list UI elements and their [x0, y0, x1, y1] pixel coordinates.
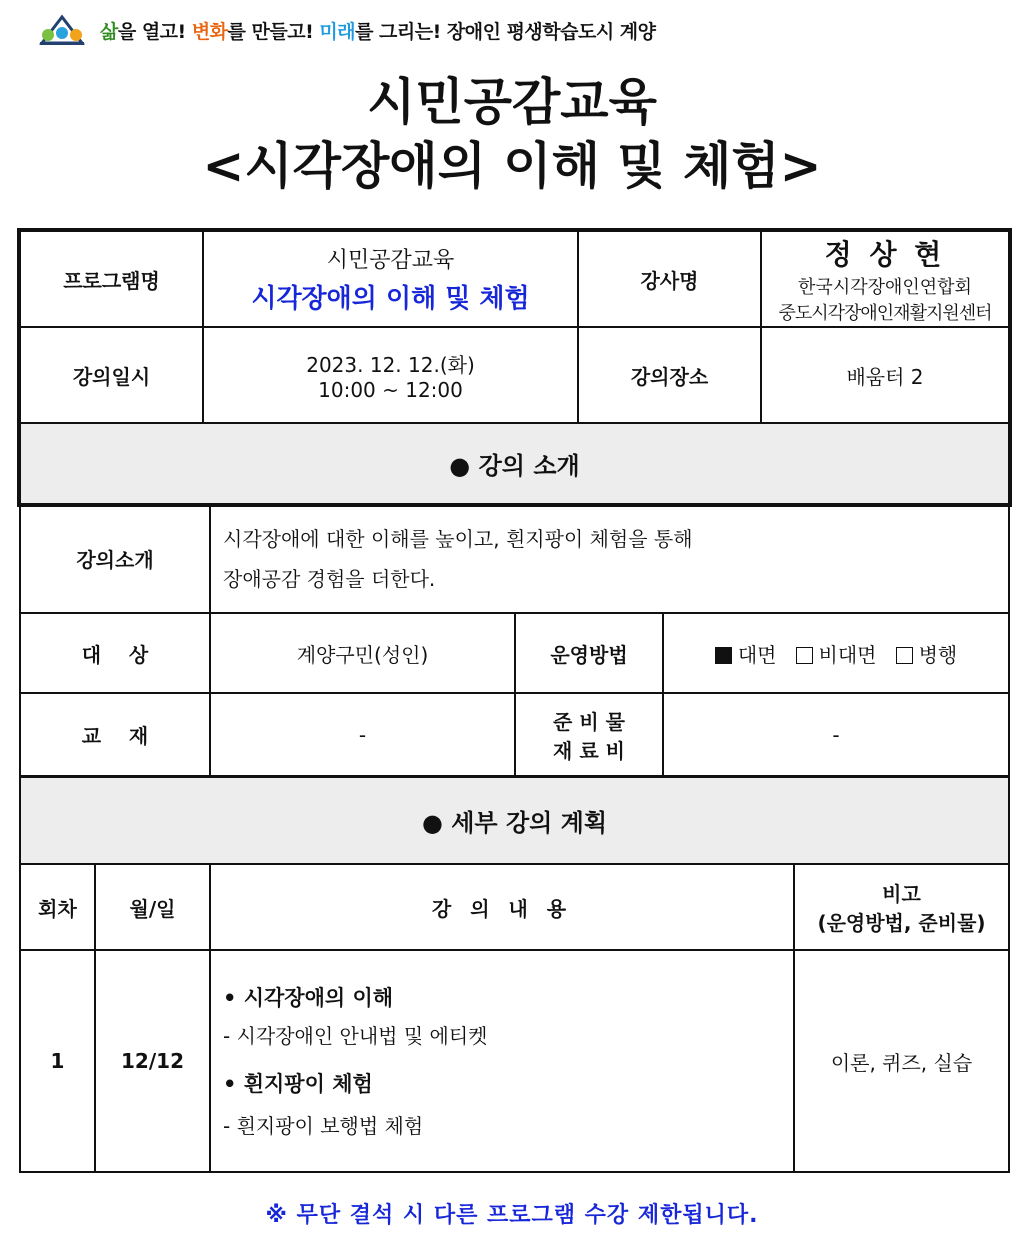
- target-label: 대 상: [20, 613, 210, 693]
- instructor-cell: [761, 231, 1009, 327]
- instructor-name: 정 상 현: [824, 238, 946, 271]
- intro-text-cell: [210, 504, 1009, 613]
- date-line2: 10:00 ~ 12:00: [318, 377, 463, 402]
- col-note1: 비고: [882, 882, 921, 906]
- place-label: 강의장소: [578, 327, 761, 423]
- footer-notice: ※ 무단 결석 시 다른 프로그램 수강 제한됩니다.: [265, 1203, 759, 1228]
- page-title: 시민공감교육: [367, 73, 657, 131]
- list-item-detail: - 시각장애인 안내법 및 에티켓: [223, 1024, 488, 1048]
- page-subtitle: <시각장애의 이해 및 체험>: [202, 137, 822, 195]
- prep-label-cell: [515, 693, 663, 776]
- prep-value: -: [663, 693, 1009, 776]
- checkbox-checked-icon: [715, 647, 732, 664]
- slogan-bar: [38, 12, 656, 48]
- list-item: • 시각장애의 이해: [223, 986, 394, 1010]
- target-value: 계양구민(성인): [210, 613, 515, 693]
- col-content: 강 의 내 용: [210, 864, 794, 950]
- info-table: [19, 230, 1010, 505]
- checkbox-empty-icon: [896, 647, 913, 664]
- method-options: [663, 613, 1009, 693]
- plan-table: [19, 776, 1010, 1173]
- instructor-label: 강사명: [578, 231, 761, 327]
- program-label: 프로그램명: [20, 231, 203, 327]
- material-value: -: [210, 693, 515, 776]
- method-label: 운영방법: [515, 613, 663, 693]
- col-session: 회차: [20, 864, 95, 950]
- row-content: [210, 950, 794, 1172]
- method-opt3: 병행: [918, 642, 958, 667]
- prep-label1: 준 비 물: [553, 709, 625, 734]
- list-item-detail: - 흰지팡이 보행법 체험: [223, 1114, 424, 1138]
- intro-line1: 시각장애에 대한 이해를 높이고, 흰지팡이 체험을 통해: [223, 526, 693, 551]
- instructor-org2: 중도시각장애인재활지원센터: [778, 303, 992, 324]
- city-logo-icon: [38, 13, 86, 47]
- intro-label: 강의소개: [20, 504, 210, 613]
- method-opt2: 비대면: [818, 642, 877, 667]
- material-label: 교 재: [20, 693, 210, 776]
- row-note: 이론, 퀴즈, 실습: [794, 950, 1009, 1172]
- date-label: 강의일시: [20, 327, 203, 423]
- date-cell: [203, 327, 578, 423]
- plan-section-header: ● 세부 강의 계획: [20, 777, 1009, 864]
- instructor-org1: 한국시각장애인연합회: [798, 277, 972, 298]
- col-note: [794, 864, 1009, 950]
- place-value: 배움터 2: [761, 327, 1009, 423]
- intro-table: [19, 503, 1010, 777]
- program-line2: 시각장애의 이해 및 체험: [251, 284, 530, 314]
- intro-section-header: ● 강의 소개: [20, 423, 1009, 504]
- program-line1: 시민공감교육: [326, 248, 455, 273]
- col-date: 월/일: [95, 864, 210, 950]
- prep-label2: 재 료 비: [553, 738, 625, 763]
- table-row: [20, 950, 1009, 1172]
- row-date: 12/12: [95, 950, 210, 1172]
- intro-line2: 장애공감 경험을 더한다.: [223, 566, 436, 591]
- program-name-cell: [203, 231, 578, 327]
- checkbox-empty-icon: [796, 647, 813, 664]
- slogan-text: 삶을 열고! 변화를 만들고! 미래를 그리는! 장애인 평생학습도시 계양: [100, 20, 656, 43]
- row-session: 1: [20, 950, 95, 1172]
- col-note2: (운영방법, 준비물): [817, 911, 986, 935]
- date-line1: 2023. 12. 12.(화): [306, 352, 475, 377]
- list-item: • 흰지팡이 체험: [223, 1072, 373, 1096]
- method-opt1: 대면: [737, 642, 777, 667]
